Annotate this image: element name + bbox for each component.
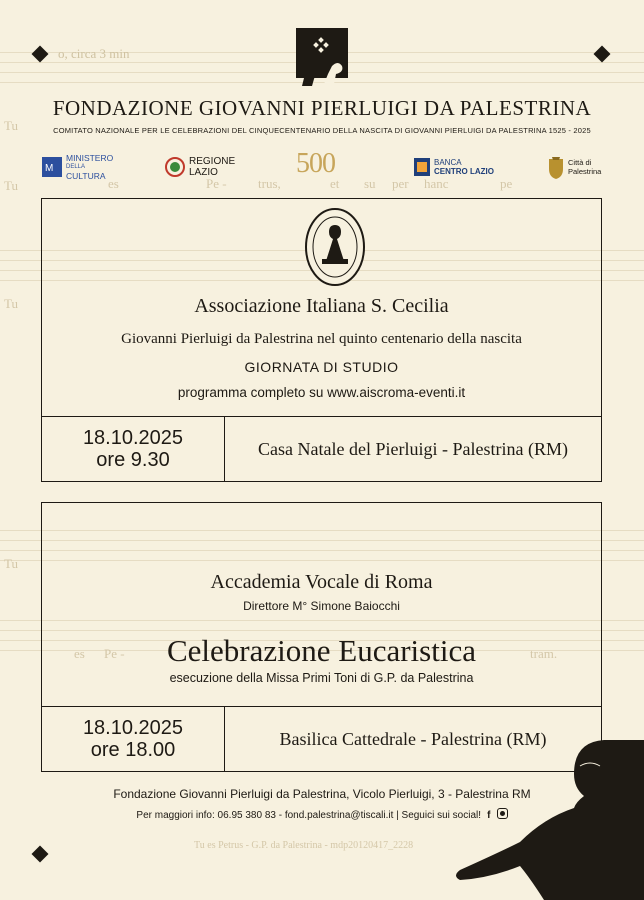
bg-lyric: Tu: [4, 556, 18, 571]
citta-line: Città di: [568, 158, 592, 167]
bg-lyric: hanc: [424, 176, 449, 191]
bg-lyric: Tu: [4, 296, 18, 311]
facebook-icon[interactable]: f: [487, 810, 491, 821]
event1-date: 18.10.2025: [82, 427, 184, 449]
bg-lyric: tram.: [530, 646, 558, 661]
anniversary-500-logo: 500: [296, 147, 335, 179]
bg-lyric: trus,: [258, 176, 281, 191]
bg-lyric: per: [392, 176, 409, 191]
banca-line: CENTRO LAZIO: [434, 167, 494, 176]
bg-duration-note: o, circa 3 min: [58, 46, 130, 61]
corner-diamond: [32, 846, 49, 863]
event1-datetime: [42, 417, 225, 481]
event2-panel: [41, 502, 602, 708]
event2-datetime: [42, 707, 225, 771]
regione-line: REGIONE: [189, 156, 236, 167]
event1-datetime-row: [41, 416, 602, 482]
santa-cecilia-seal-icon: [304, 207, 366, 287]
banca-line: BANCA: [434, 158, 462, 167]
event1-label: GIORNATA DI STUDIO: [244, 359, 399, 375]
bg-lyric: su: [364, 176, 376, 191]
event1-organizer: Associazione Italiana S. Cecilia: [194, 295, 449, 317]
ministero-line: CULTURA: [66, 170, 106, 181]
bg-lyric: Tu: [4, 118, 18, 133]
event2-title: Celebrazione Eucaristica: [167, 633, 476, 668]
event2-date: 18.10.2025: [82, 717, 184, 739]
bg-lyric: es: [108, 176, 119, 191]
citta-coat-of-arms-icon: [548, 155, 564, 179]
instagram-icon[interactable]: [497, 808, 508, 819]
bg-score-caption: Tu es Petrus - G.P. da Palestrina - mdp20120417_2228: [194, 840, 414, 851]
committee-subtitle: COMITATO NAZIONALE PER LE CELEBRAZIONI DEL CINQUECENTENARIO DELLA NASCITA DI GIOVANNI PIERLUIGI DA PALESTRINA 1525 - 2025: [53, 126, 591, 135]
banca-icon: [414, 158, 430, 176]
footer-address: Fondazione Giovanni Pierluigi da Palestrina, Vicolo Pierluigi, 3 - Palestrina RM: [113, 787, 531, 801]
bg-lyric: Pe -: [206, 176, 227, 191]
footer-info: [0, 808, 644, 821]
ministero-line: MINISTERO: [66, 152, 114, 163]
ministero-line: DELLA: [66, 163, 86, 170]
event2-place: Basilica Cattedrale - Palestrina (RM): [279, 728, 547, 749]
foundation-title: FONDAZIONE GIOVANNI PIERLUIGI DA PALESTRINA: [52, 96, 592, 120]
event2-director: Direttore M° Simone Baiocchi: [243, 599, 400, 613]
event1-place: Casa Natale del Pierluigi - Palestrina (RM): [258, 438, 568, 459]
event1-panel: [41, 198, 602, 418]
bg-lyric: et: [330, 176, 340, 191]
event1-time: ore 9.30: [96, 449, 170, 471]
sponsor-citta-palestrina: [548, 152, 601, 182]
bg-lyric: es: [74, 646, 85, 661]
footer-info-text: Per maggiori info: 06.95 380 83 - fond.palestrina@tiscali.it | Seguici sui social!: [136, 810, 482, 821]
sponsor-banca-centro-lazio: [414, 152, 494, 182]
citta-line: Palestrina: [568, 167, 602, 176]
bg-lyric: Tu: [4, 178, 18, 193]
regione-line: LAZIO: [189, 167, 218, 178]
event2-organizer: Accademia Vocale di Roma: [210, 571, 433, 593]
sponsor-500-anniversary: [296, 148, 335, 178]
sponsor-regione-lazio: [165, 152, 235, 182]
event1-subtitle: Giovanni Pierluigi da Palestrina nel quinto centenario della nascita: [121, 331, 522, 347]
bg-lyric: pe: [500, 176, 513, 191]
svg-text:M: M: [45, 163, 54, 174]
foundation-logo: [296, 28, 348, 88]
event2-description: esecuzione della Missa Primi Toni di G.P. da Palestrina: [169, 671, 474, 685]
ministero-icon: [42, 157, 62, 177]
sponsor-ministero: [42, 152, 113, 182]
event2-time: ore 18.00: [90, 739, 176, 761]
bg-lyric: Pe -: [104, 646, 125, 661]
regione-lazio-icon: [165, 157, 185, 177]
event1-program: programma completo su www.aiscroma-eventi.it: [177, 385, 466, 400]
